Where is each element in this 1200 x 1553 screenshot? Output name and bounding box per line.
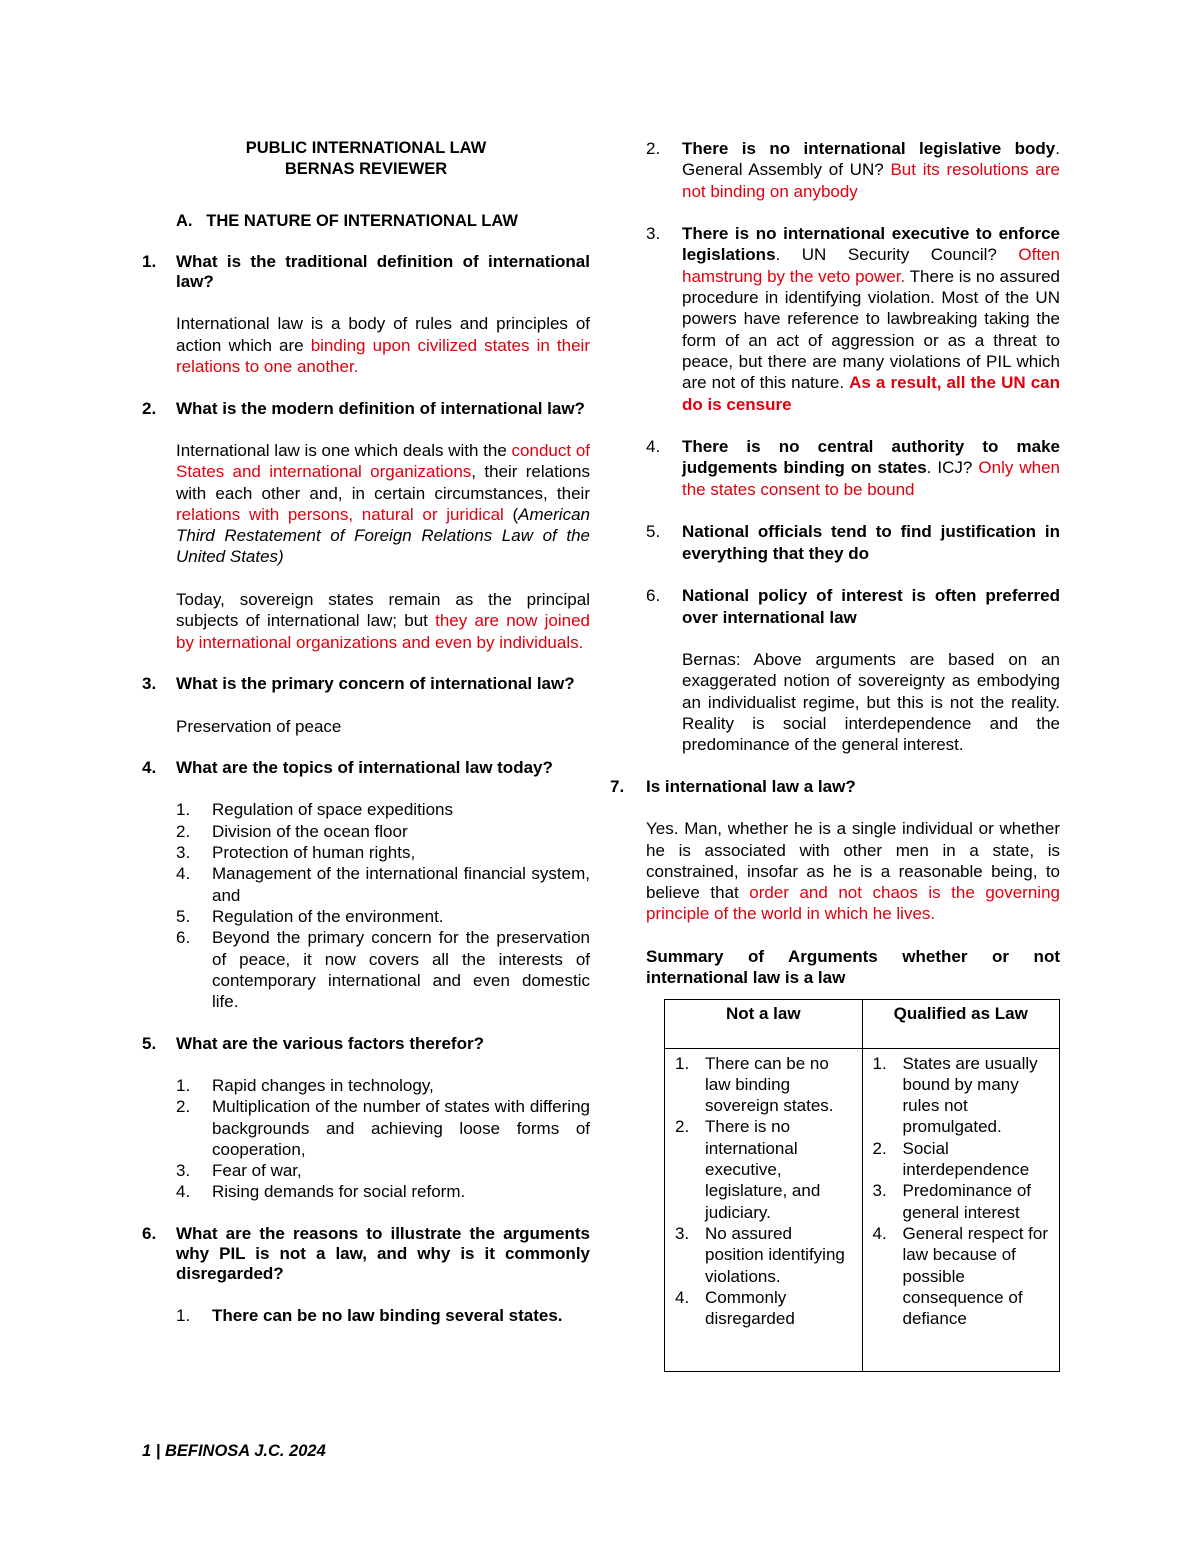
highlight: relations with persons, natural or juridical xyxy=(176,504,504,524)
question-text: What is the traditional definition of international law? xyxy=(176,252,590,292)
summary-title: Summary of Arguments whether or not international law is a law xyxy=(646,946,1060,988)
question-4 xyxy=(142,758,590,778)
question-text: What is the primary concern of international law? xyxy=(176,674,575,694)
highlight: binding upon civilized states in their relations to one another. xyxy=(176,335,590,377)
list-item: 2. Division of the ocean floor xyxy=(176,821,408,841)
question-number: 5. xyxy=(142,1033,157,1053)
question-text: What are the various factors therefor? xyxy=(176,1033,484,1053)
highlight: As a result, all the UN can do is censure xyxy=(682,373,1060,414)
qualified-cell xyxy=(862,1048,1060,1371)
highlight: But its resolutions are not binding on anybody xyxy=(682,160,1060,201)
list-item: 6. Beyond the primary concern for the preservation of peace, it now covers all the interests of contemporary international and even domestic life. xyxy=(176,928,590,1012)
bernas-note: Bernas: Above arguments are based on an exaggerated notion of sovereignty as embodying an individualist regime, but this is not the reality. Reality is social interdependence and the predominance of the general interest. xyxy=(682,650,1060,755)
page-subtitle: BERNAS REVIEWER xyxy=(284,160,448,179)
list-item: 3. Fear of war, xyxy=(176,1161,302,1181)
question-3 xyxy=(142,674,590,694)
section-heading xyxy=(142,212,590,231)
list-item: 4. Rising demands for social reform. xyxy=(176,1182,466,1202)
left-column xyxy=(142,138,590,1327)
reason-item: 3. There is no international executive to enforce legislations. UN Security Council? Often hamstrung by the veto power. There is no assured procedure in identifying violation. Most of the UN powers have reference to lawbreaking taking the form of an act of aggression or as a threat to peace, but there are many violations of PIL which are not of this nature. As a result, all the UN can do is censure xyxy=(646,224,1060,414)
question-number: 7. xyxy=(610,776,625,796)
answer-2b: Today, sovereign states remain as the principal subjects of international law; but they are now joined by international organizations and even by individuals. xyxy=(176,590,590,652)
question-1 xyxy=(142,252,590,292)
question-number: 1. xyxy=(142,252,157,272)
highlight: order and not chaos is the governing principle of the world in which he lives. xyxy=(646,883,1060,924)
question-text: What are the reasons to illustrate the arguments why PIL is not a law, and why is it commonly disregarded? xyxy=(176,1224,590,1284)
list-item: 1. States are usually bound by many rules not promulgated. xyxy=(872,1053,1038,1137)
list-item: 2. There is no international executive, legislature, and judiciary. xyxy=(675,1117,821,1222)
question-6 xyxy=(142,1224,590,1284)
table-header: Not a law xyxy=(665,999,863,1048)
highlight: Only when the states consent to be bound xyxy=(682,458,1060,499)
answer-2: International law is one which deals with the conduct of States and international organizations, their relations with each other and, in certain circumstances, their relations with persons, natural or juridical (American Third Restatement of Foreign Relations Law of the United States) xyxy=(176,440,591,567)
not-law-cell xyxy=(665,1048,863,1371)
question-text: What is the modern definition of international law? xyxy=(176,398,585,418)
highlight: Often hamstrung by the veto power. xyxy=(682,245,1060,286)
list-item: 1. There can be no law binding sovereign states. xyxy=(675,1053,834,1116)
list-item: 5. Regulation of the environment. xyxy=(176,906,444,926)
question-number: 2. xyxy=(142,398,157,418)
list-item: 3. No assured position identifying violations. xyxy=(675,1223,845,1286)
answer-1: International law is a body of rules and principles of action which are binding upon civilized states in their relations to one another. xyxy=(176,314,590,377)
question-5 xyxy=(142,1034,590,1054)
reason-item: 1. There can be no law binding several states. xyxy=(176,1306,563,1326)
list-item: 4. General respect for law because of possible consequence of defiance xyxy=(872,1223,1049,1329)
list-item: 2. Multiplication of the number of states with differing backgrounds and achieving loose forms of cooperation, xyxy=(176,1097,590,1159)
list-item: 4. Management of the international financial system, and xyxy=(176,864,590,905)
reason-item: 2. There is no international legislative body. General Assembly of UN? But its resolutions are not binding on anybody xyxy=(646,139,1060,201)
page-footer: 1 | BEFINOSA J.C. 2024 xyxy=(142,1442,326,1460)
list-item: 3. Protection of human rights, xyxy=(176,843,416,863)
list-item: 1. Rapid changes in technology, xyxy=(176,1075,434,1095)
question-text: Is international law a law? xyxy=(646,776,856,796)
right-column xyxy=(610,138,1060,1372)
highlight: they are now joined by international organizations and even by individuals. xyxy=(176,611,590,652)
reason-item: 6. National policy of interest is often preferred over international law xyxy=(646,586,1060,627)
list-item: 4. Commonly disregarded xyxy=(675,1287,795,1329)
section-letter: A. xyxy=(176,211,193,230)
answer-3: Preservation of peace xyxy=(176,716,342,736)
reason-item: 5. National officials tend to find justification in everything that they do xyxy=(646,522,1060,563)
list-item: 3. Predominance of general interest xyxy=(872,1181,1032,1222)
section-title: THE NATURE OF INTERNATIONAL LAW xyxy=(206,211,518,230)
answer-7: Yes. Man, whether he is a single individual or whether he is associated with other men in a state, is constrained, insofar as he is a reasonable being, to believe that order and not chaos is the governing principle of the world in which he lives. xyxy=(646,819,1060,924)
question-7 xyxy=(610,777,1060,797)
highlight: conduct of States and international organizations xyxy=(176,440,590,482)
citation: American Third Restatement of Foreign Relations Law of the United States) xyxy=(176,504,590,567)
table-header: Qualified as Law xyxy=(862,999,1060,1048)
list-item: 2. Social interdependence xyxy=(872,1138,1030,1180)
page-title: PUBLIC INTERNATIONAL LAW xyxy=(245,139,487,157)
summary-table xyxy=(664,999,1060,1372)
question-2 xyxy=(142,399,590,419)
list-item: 1. Regulation of space expeditions xyxy=(176,800,453,820)
question-number: 3. xyxy=(142,674,157,694)
reason-item: 4. There is no central authority to make judgements binding on states. ICJ? Only when the states consent to be bound xyxy=(646,437,1060,499)
question-text: What are the topics of international law today? xyxy=(176,758,553,778)
question-number: 6. xyxy=(142,1224,157,1244)
question-number: 4. xyxy=(142,758,157,778)
